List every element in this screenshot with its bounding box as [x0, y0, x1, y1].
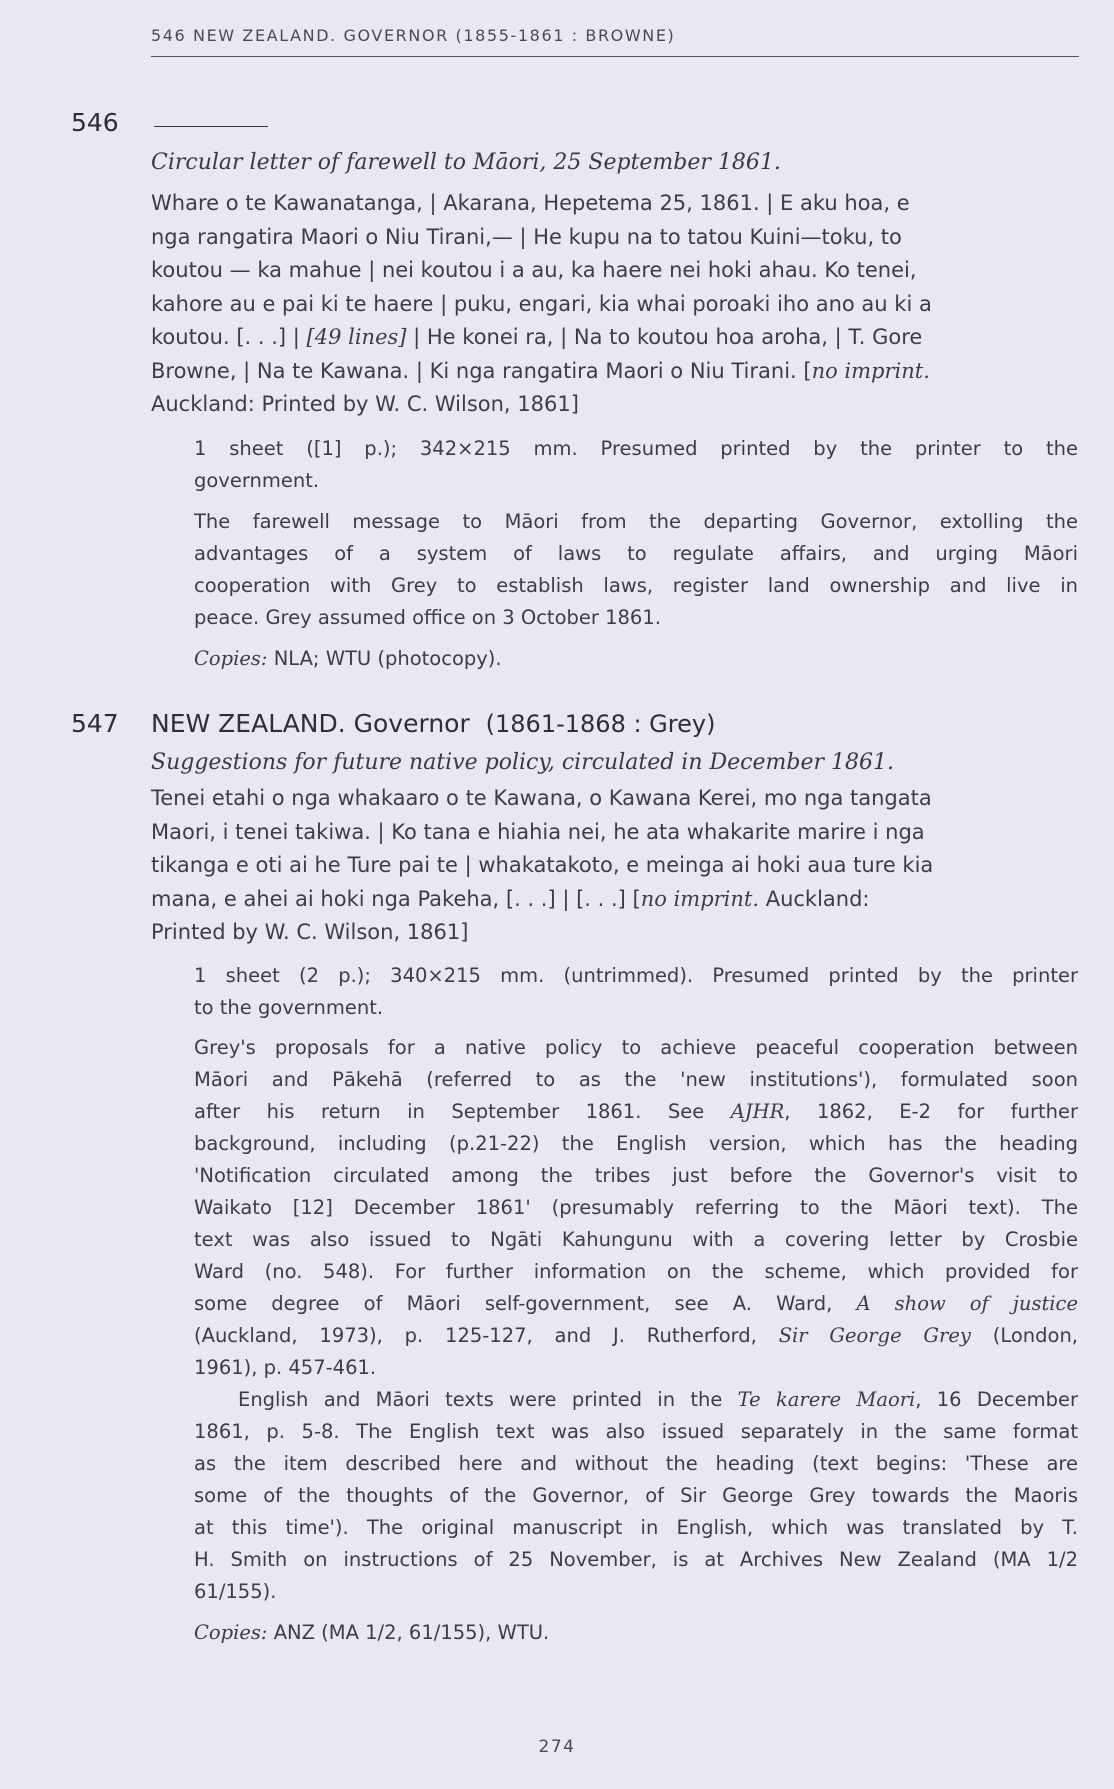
- copies-value: NLA; WTU (photocopy).: [267, 647, 502, 670]
- author-heading: NEW ZEALAND. Governor: [151, 709, 470, 738]
- transcript-line: Maori, i tenei takiwa. | Ko tana e hiahia nei, he ata whakarite marire i nga: [151, 819, 925, 844]
- note-line: cooperation with Grey to establish laws, register land ownership and live in: [194, 574, 1078, 597]
- note-text: (London,: [970, 1324, 1078, 1347]
- note-line: 1861, p. 5-8. The English text was also issued separately in the same format: [194, 1420, 1078, 1443]
- copies-line: [194, 1617, 1078, 1649]
- imprint-note: no imprint.: [811, 358, 930, 383]
- note-text: , 16 December: [915, 1388, 1078, 1411]
- transcript-line: Auckland: Printed by W. C. Wilson, 1861]: [151, 392, 579, 416]
- note-line: peace. Grey assumed office on 3 October 1861.: [194, 606, 661, 629]
- entry-546-copies: [194, 643, 1078, 675]
- entry-547-heading: [151, 709, 715, 738]
- note-line: Waikato [12] December 1861' (presumably referring to the Māori text). The: [194, 1196, 1078, 1219]
- imprint-note: no imprint.: [640, 886, 760, 911]
- citation-title: A show of justice: [856, 1292, 1078, 1315]
- running-head: 546 NEW ZEALAND. GOVERNOR (1855-1861 : BROWNE): [151, 26, 676, 45]
- citation-title: AJHR: [730, 1100, 785, 1123]
- entry-547-title: Suggestions for future native policy, circulated in December 1861.: [151, 750, 894, 775]
- transcript-line: tikanga e oti ai he Ture pai te | whakatakoto, e meinga ai hoki aua ture kia: [151, 853, 934, 877]
- transcript-text: mana, e ahei ai hoki nga Pakeha, [. . .] | [. . .] [: [151, 886, 641, 911]
- transcript-line: [151, 883, 1071, 917]
- transcript-text: Auckland:: [759, 886, 870, 911]
- note-text: English and Māori texts were printed in the: [238, 1388, 738, 1411]
- transcript-text: Browne, | Na te Kawana. | Ki nga rangatira Maori o Niu Tirani. [: [151, 358, 812, 383]
- citation-title: Sir George Grey: [778, 1324, 971, 1347]
- entry-546-transcript: [151, 187, 1071, 422]
- note-line: some of the thoughts of the Governor, of Sir George Grey towards the Maoris: [194, 1484, 1078, 1507]
- note-line: [194, 1096, 1078, 1128]
- note-text: , 1862, E-2 for further: [784, 1100, 1078, 1123]
- header-rule: [151, 56, 1079, 57]
- copies-label: Copies:: [194, 1621, 268, 1644]
- transcript-line: nga rangatira Maori o Niu Tirani,— | He kupu na to tatou Kuini—toku, to: [151, 224, 902, 249]
- entry-number-547: 547: [71, 709, 119, 738]
- transcript-line: Printed by W. C. Wilson, 1861]: [151, 920, 469, 944]
- entry-547-transcript: [151, 782, 1071, 950]
- transcript-line: Whare o te Kawanatanga, | Akarana, Hepetema 25, 1861. | E aku hoa, e: [151, 191, 910, 215]
- note-line: Ward (no. 548). For further information on the scheme, which provided for: [194, 1260, 1078, 1283]
- entry-547-note: [194, 1032, 1078, 1384]
- transcript-line: [151, 355, 1071, 389]
- note-line: Māori and Pākehā (referred to as the 'new institutions'), formulated soon: [194, 1068, 1078, 1091]
- transcript-line: [151, 321, 1071, 355]
- note-line: text was also issued to Ngāti Kahungunu with a covering letter by Crosbie: [194, 1228, 1078, 1251]
- note-line: 61/155).: [194, 1580, 277, 1603]
- note-line: government.: [194, 469, 320, 492]
- note-line: 1961), p. 457-461.: [194, 1356, 377, 1379]
- note-line: advantages of a system of laws to regulate affairs, and urging Māori: [194, 542, 1078, 565]
- entry-547-copies: [194, 1617, 1078, 1649]
- note-text: (Auckland, 1973), p. 125-127, and J. Rutherford,: [194, 1324, 779, 1347]
- note-text: after his return in September 1861. See: [194, 1100, 731, 1123]
- note-line: at this time'). The original manuscript in English, which was translated by T.: [194, 1516, 1078, 1539]
- note-line: [194, 1384, 1078, 1416]
- note-line: 'Notification circulated among the tribes just before the Governor's visit to: [194, 1164, 1078, 1187]
- note-text: some degree of Māori self-government, see A. Ward,: [194, 1292, 857, 1315]
- copies-value: ANZ (MA 1/2, 61/155), WTU.: [267, 1621, 550, 1644]
- entry-546-title: Circular letter of farewell to Māori, 25 September 1861.: [151, 150, 781, 175]
- transcript-line: koutou — ka mahue | nei koutou i a au, ka haere nei hoki ahau. Ko tenei,: [151, 258, 917, 282]
- transcript-line: kahore au e pai ki te haere | puku, engari, kia whai poroaki iho ano au ki a: [151, 291, 932, 316]
- note-line: 1 sheet ([1] p.); 342×215 mm. Presumed printed by the printer to the: [194, 437, 1078, 460]
- entry-number-546: 546: [71, 108, 119, 137]
- transcript-text: | He konei ra, | Na to koutou hoa aroha, | T. Gore: [406, 325, 923, 349]
- note-line: as the item described here and without the heading (text begins: 'These are: [194, 1452, 1078, 1475]
- note-line: Grey's proposals for a native policy to achieve peaceful cooperation between: [194, 1036, 1078, 1059]
- entry-546-physical-description: [194, 433, 1078, 497]
- author-repeat-dash: [154, 126, 268, 127]
- transcript-text: koutou. [. . .] |: [151, 325, 307, 349]
- note-line: The farewell message to Māori from the departing Governor, extolling the: [194, 510, 1078, 533]
- heading-dates: (1861-1868 : Grey): [485, 710, 716, 738]
- entry-547-note-continued: [194, 1384, 1078, 1608]
- note-line: [194, 1320, 1078, 1352]
- entry-546-note: [194, 506, 1078, 634]
- citation-title: Te karere Maori: [737, 1388, 916, 1411]
- transcript-editorial: [49 lines]: [306, 325, 407, 349]
- copies-label: Copies:: [194, 647, 268, 670]
- entry-547-physical-description: [194, 960, 1078, 1024]
- copies-line: [194, 643, 1078, 675]
- transcript-line: Tenei etahi o nga whakaaro o te Kawana, o Kawana Kerei, mo nga tangata: [151, 786, 932, 810]
- note-line: to the government.: [194, 996, 384, 1019]
- note-line: [194, 1288, 1078, 1320]
- note-line: 1 sheet (2 p.); 340×215 mm. (untrimmed). Presumed printed by the printer: [194, 964, 1078, 987]
- page-number: 274: [538, 1737, 576, 1757]
- note-line: background, including (p.21-22) the English version, which has the heading: [194, 1132, 1078, 1155]
- note-line: H. Smith on instructions of 25 November, is at Archives New Zealand (MA 1/2: [194, 1548, 1078, 1571]
